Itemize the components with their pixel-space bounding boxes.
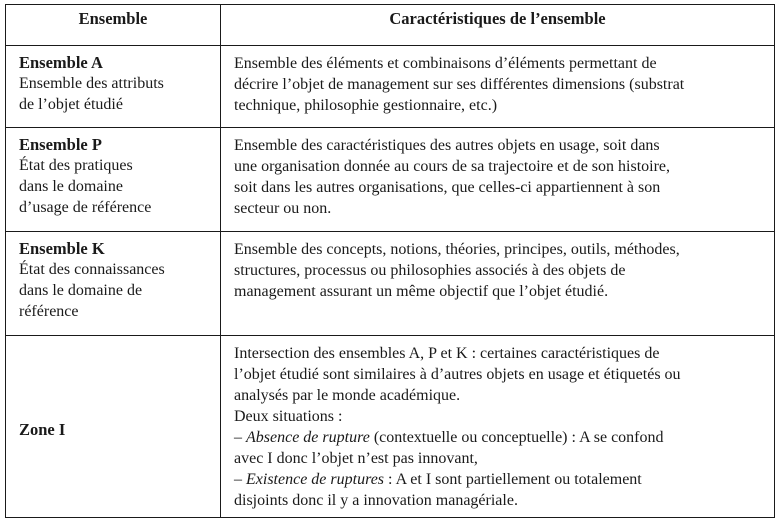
ensemble-p-subtitle-line: État des pratiques	[19, 157, 133, 174]
ensemble-a-cell	[6, 46, 221, 128]
description-line: technique, philosophie gestionnaire, etc.)	[234, 97, 498, 114]
header-caracteristiques: Caractéristiques de l’ensemble	[221, 5, 775, 46]
description-line: Ensemble des éléments et combinaisons d’éléments permettant de	[234, 55, 657, 72]
situation-absence-term: Absence de rupture	[246, 429, 370, 446]
description-line: structures, processus ou philosophies associés à des objets de	[234, 262, 626, 279]
situation-existence-continuation: disjoints donc il y a innovation managériale.	[234, 492, 518, 509]
ensemble-a-description	[221, 46, 775, 128]
ensemble-k-description	[221, 232, 775, 336]
description-line: une organisation donnée au cours de sa trajectoire et de son histoire,	[234, 158, 671, 175]
ensemble-p-description	[221, 128, 775, 232]
situation-existence-term: Existence de ruptures	[246, 471, 385, 488]
ensemble-k-subtitle-line: dans le domaine de	[19, 282, 143, 299]
ensemble-p-name: Ensemble P	[19, 135, 102, 154]
zone-i-description	[221, 336, 775, 518]
description-line: soit dans les autres organisations, que celles-ci appartiennent à son	[234, 179, 661, 196]
ensemble-a-name: Ensemble A	[19, 53, 103, 72]
description-line: analysés par le monde académique.	[234, 387, 461, 404]
table-row-zone-i	[6, 336, 775, 518]
ensemble-k-name: Ensemble K	[19, 239, 105, 258]
ensemble-p-subtitle-line: dans le domaine	[19, 178, 123, 195]
ensemble-k-subtitle-line: État des connaissances	[19, 261, 165, 278]
table-row-ensemble-a	[6, 46, 775, 128]
header-ensemble: Ensemble	[6, 5, 221, 46]
zone-i-name: Zone I	[19, 420, 66, 439]
situation-existence-line	[234, 469, 766, 490]
description-line: décrire l’objet de management sur ses différentes dimensions (substrat	[234, 76, 685, 93]
ensemble-p-cell	[6, 128, 221, 232]
table-row-ensemble-k	[6, 232, 775, 336]
ensemble-a-subtitle-line: de l’objet étudié	[19, 96, 123, 113]
description-line: Intersection des ensembles A, P et K : certaines caractéristiques de	[234, 345, 660, 362]
table-header-row	[6, 5, 775, 46]
table-row-ensemble-p	[6, 128, 775, 232]
situation-existence-text: : A et I sont partiellement ou totalement	[384, 471, 642, 488]
description-line: l’objet étudié sont similaires à d’autres objets en usage et étiquetés ou	[234, 366, 681, 383]
zone-i-cell	[6, 336, 221, 518]
description-line: secteur ou non.	[234, 200, 332, 217]
ensemble-k-cell	[6, 232, 221, 336]
description-line: Ensemble des concepts, notions, théories, principes, outils, méthodes,	[234, 241, 680, 258]
situation-absence-continuation: avec I donc l’objet n’est pas innovant,	[234, 450, 478, 467]
dash: –	[234, 429, 246, 446]
ensemble-k-subtitle-line: référence	[19, 303, 79, 320]
description-line: Ensemble des caractéristiques des autres objets en usage, soit dans	[234, 137, 660, 154]
description-line: management assurant un même objectif que l’objet étudié.	[234, 283, 609, 300]
description-line: Deux situations :	[234, 408, 343, 425]
ensemble-p-subtitle-line: d’usage de référence	[19, 199, 152, 216]
situation-absence-text: (contextuelle ou conceptuelle) : A se confond	[369, 429, 664, 446]
dash: –	[234, 471, 246, 488]
ensemble-a-subtitle-line: Ensemble des attributs	[19, 75, 164, 92]
situation-absence-line	[234, 427, 766, 448]
ensembles-table	[5, 4, 775, 518]
